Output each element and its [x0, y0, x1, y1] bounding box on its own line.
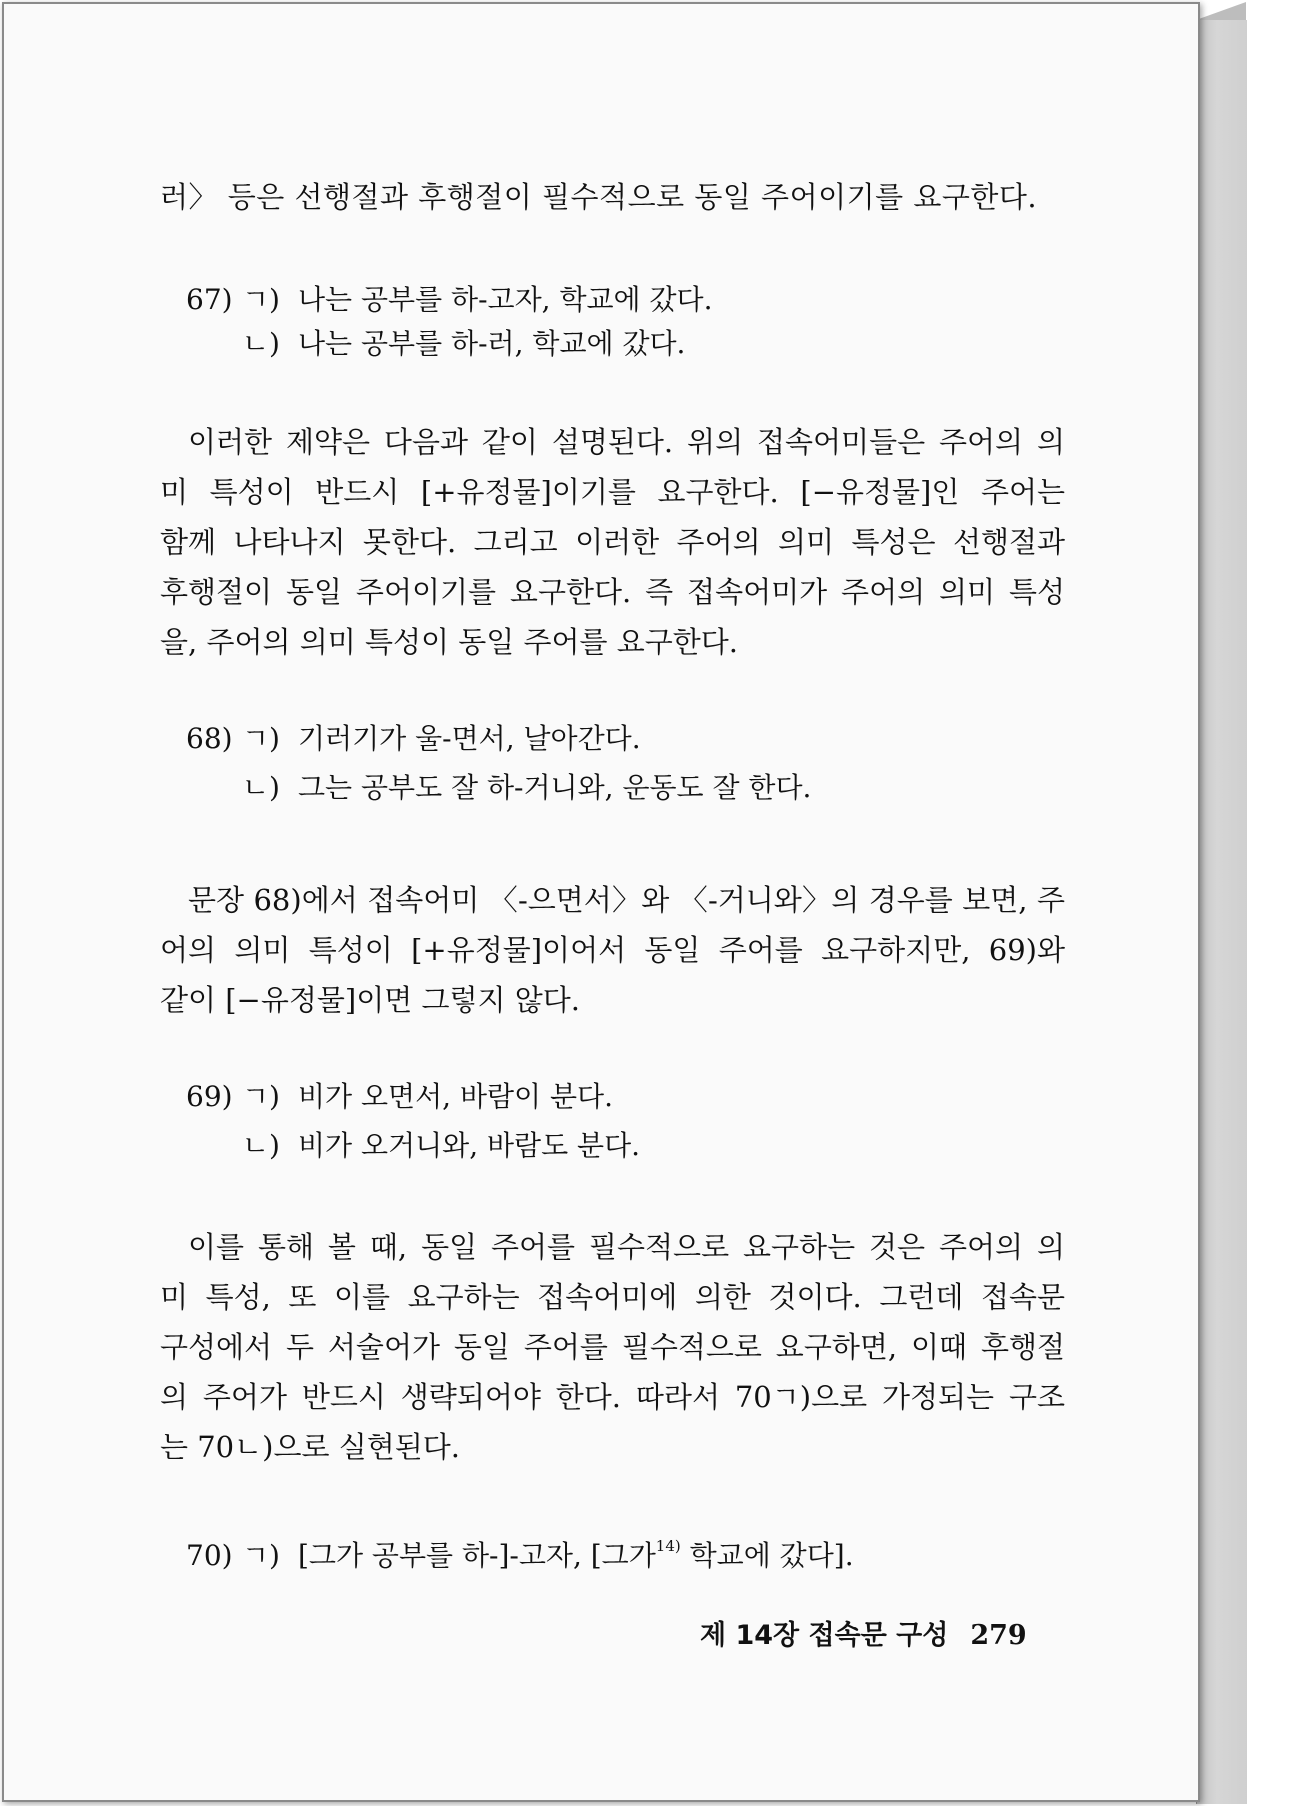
example-text: 비가 오면서, 바람이 분다. [298, 1080, 613, 1113]
example-68-a [186, 717, 641, 761]
footnote-marker: 14) [655, 1537, 681, 1555]
example-67-b [186, 322, 685, 366]
paragraph-3 [160, 1222, 1065, 1472]
paragraph-line: 문장 68)에서 접속어미 〈-으면서〉와 〈-거니와〉의 경우를 보면, 주 [188, 883, 1065, 917]
example-mark: ㄱ) [242, 1539, 280, 1572]
paragraph-line: 어의 의미 특성이 [+유정물]이어서 동일 주어를 요구하지만, 69)와 [160, 933, 1065, 967]
example-text: 비가 오거니와, 바람도 분다. [298, 1129, 641, 1162]
example-67-a [186, 278, 713, 322]
example-text: 학교에 갔다]. [680, 1539, 854, 1572]
paragraph-line: 의 주어가 반드시 생략되어야 한다. 따라서 70ㄱ)으로 가정되는 구조 [160, 1380, 1065, 1414]
running-footer [700, 1613, 1027, 1652]
paragraph-line: 을, 주어의 의미 특성이 동일 주어를 요구한다. [160, 625, 738, 659]
paragraph-line: 미 특성, 또 이를 요구하는 접속어미에 의한 것이다. 그런데 접속문 [160, 1280, 1065, 1314]
example-number: 70) [186, 1539, 233, 1572]
example-68-b [186, 766, 811, 810]
example-mark: ㄴ) [242, 1129, 280, 1162]
paragraph-line: 미 특성이 반드시 [+유정물]이기를 요구한다. [−유정물]인 주어는 [160, 475, 1065, 509]
example-69-a [186, 1075, 613, 1119]
book-spine-top [1196, 2, 1246, 20]
example-mark: ㄱ) [242, 1080, 280, 1113]
example-text: 그는 공부도 잘 하-거니와, 운동도 잘 한다. [298, 771, 812, 804]
continued-line: 러〉 등은 선행절과 후행절이 필수적으로 동일 주어이기를 요구한다. [160, 180, 1038, 214]
example-number: 67) [186, 283, 233, 316]
paragraph-line: 함께 나타나지 못한다. 그리고 이러한 주어의 의미 특성은 선행절과 [160, 525, 1065, 559]
paragraph-line: 같이 [−유정물]이면 그렇지 않다. [160, 983, 580, 1017]
example-text: 나는 공부를 하-고자, 학교에 갔다. [298, 283, 713, 316]
example-69-b [186, 1124, 640, 1168]
book-spine-edge [1196, 20, 1247, 1804]
example-text: [그가 공부를 하-]-고자, [그가 [298, 1539, 656, 1572]
example-text: 나는 공부를 하-러, 학교에 갔다. [298, 327, 686, 360]
paragraph-1 [160, 417, 1065, 667]
example-70-a [186, 1524, 854, 1578]
example-number: 69) [186, 1080, 233, 1113]
example-mark: ㄴ) [242, 327, 280, 360]
example-number: 68) [186, 722, 233, 755]
paragraph-line: 후행절이 동일 주어이기를 요구한다. 즉 접속어미가 주어의 의미 특성 [160, 575, 1065, 609]
example-mark: ㄴ) [242, 771, 280, 804]
paragraph-line: 이러한 제약은 다음과 같이 설명된다. 위의 접속어미들은 주어의 의 [188, 425, 1065, 459]
paragraph-line: 구성에서 두 서술어가 동일 주어를 필수적으로 요구하면, 이때 후행절 [160, 1330, 1065, 1364]
paragraph-2 [160, 875, 1065, 1025]
example-text: 기러기가 울-면서, 날아간다. [298, 722, 641, 755]
paragraph-line: 이를 통해 볼 때, 동일 주어를 필수적으로 요구하는 것은 주어의 의 [188, 1230, 1065, 1264]
example-mark: ㄱ) [242, 283, 280, 316]
paragraph-line: 는 70ㄴ)으로 실현된다. [160, 1430, 460, 1464]
page-number: 279 [970, 1620, 1027, 1651]
example-mark: ㄱ) [242, 722, 280, 755]
chapter-title: 제 14장 접속문 구성 [700, 1620, 949, 1651]
